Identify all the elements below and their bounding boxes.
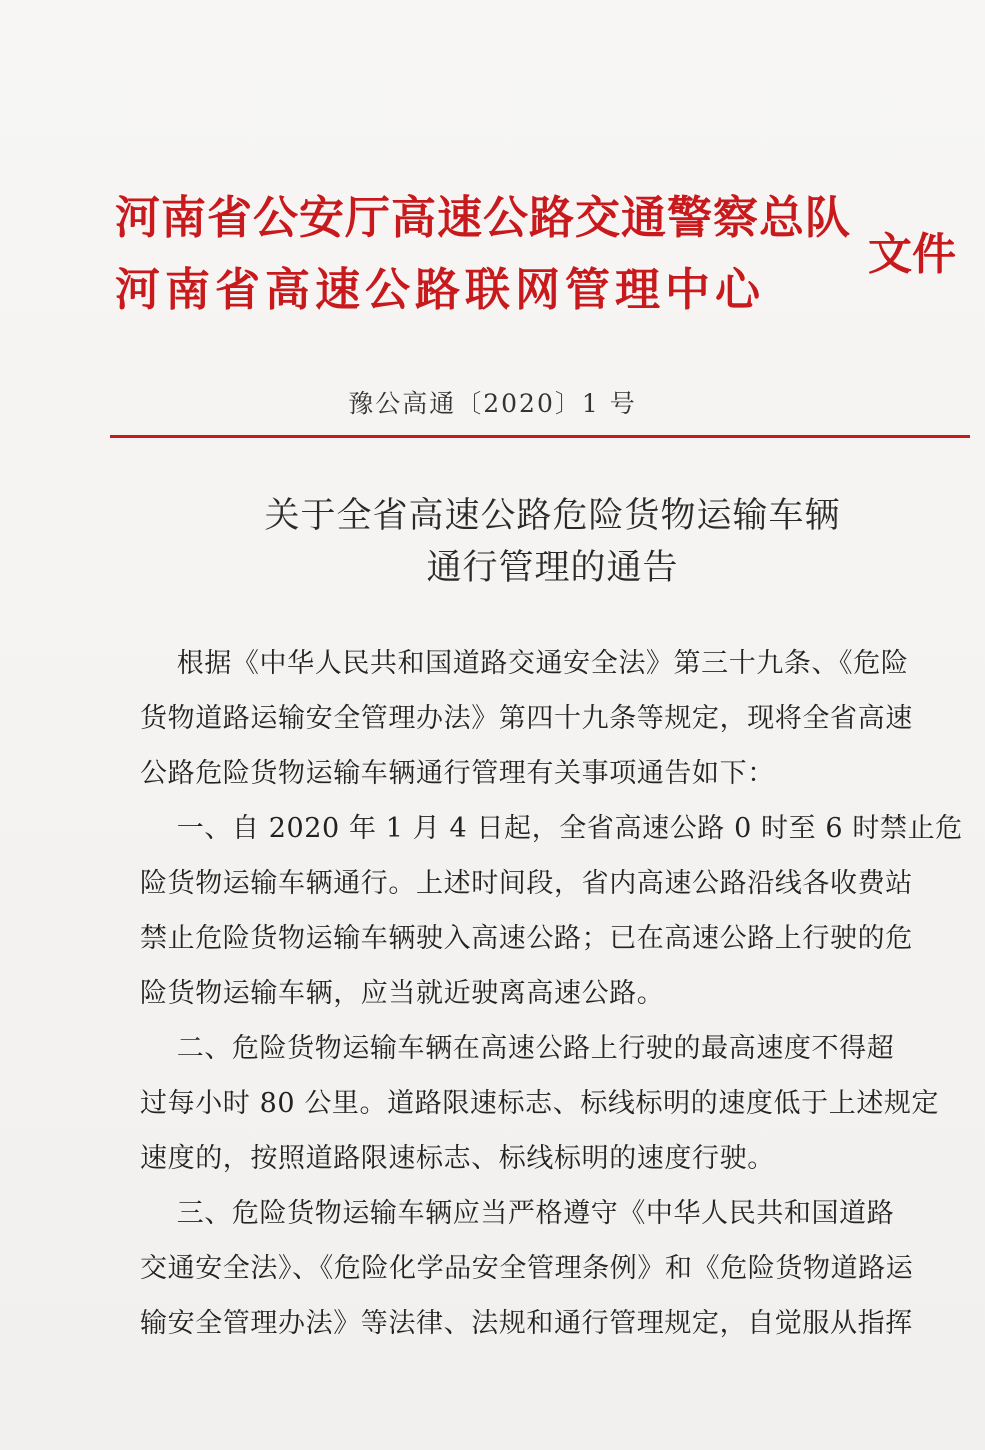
document-body: [140, 636, 963, 1351]
document-header: [115, 185, 975, 325]
body-line: 交通安全法》、《危险化学品安全管理条例》和《危险货物道路运: [140, 1253, 914, 1284]
document-title-line-1: 关于全省高速公路危险货物运输车辆: [264, 496, 841, 536]
body-line: 险货物运输车辆，应当就近驶离高速公路。: [140, 978, 665, 1009]
paragraph-intro: [140, 636, 950, 801]
body-line: 三、危险货物运输车辆应当严格遵守《中华人民共和国道路: [140, 1198, 895, 1229]
body-line: 二、危险货物运输车辆在高速公路上行驶的最高速度不得超: [140, 1033, 895, 1064]
body-line: 一、自 2020 年 1 月 4 日起，全省高速公路 0 时至 6 时禁止危: [140, 813, 963, 844]
body-line: 公路危险货物运输车辆通行管理有关事项通告如下：: [140, 758, 775, 789]
issuing-org-1: 河南省公安厅高速公路交通警察总队: [115, 191, 852, 244]
paragraph-item-1: [140, 801, 963, 1021]
document-type-label: 文件: [868, 229, 956, 280]
body-line: 速度的，按照道路限速标志、标线标明的速度行驶。: [140, 1143, 775, 1174]
body-line: 输安全管理办法》等法律、法规和通行管理规定，自觉服从指挥: [140, 1308, 913, 1339]
document-title-line-2: 通行管理的通告: [426, 548, 679, 588]
issuing-org-2: 河南省高速公路联网管理中心: [115, 263, 766, 316]
paragraph-item-3: [140, 1186, 950, 1351]
body-line: 禁止危险货物运输车辆驶入高速公路；已在高速公路上行驶的危: [140, 923, 913, 954]
body-line: 险货物运输车辆通行。上述时间段，省内高速公路沿线各收费站: [140, 868, 913, 899]
paragraph-item-2: [140, 1021, 950, 1186]
red-divider: [110, 435, 970, 438]
body-line: 根据《中华人民共和国道路交通安全法》第三十九条、《危险: [140, 648, 909, 679]
body-line: 过每小时 80 公里。道路限速标志、标线标明的速度低于上述规定: [140, 1088, 940, 1119]
document-number: 豫公高通〔2020〕1 号: [348, 389, 637, 418]
body-line: 货物道路运输安全管理办法》第四十九条等规定，现将全省高速: [140, 703, 913, 734]
